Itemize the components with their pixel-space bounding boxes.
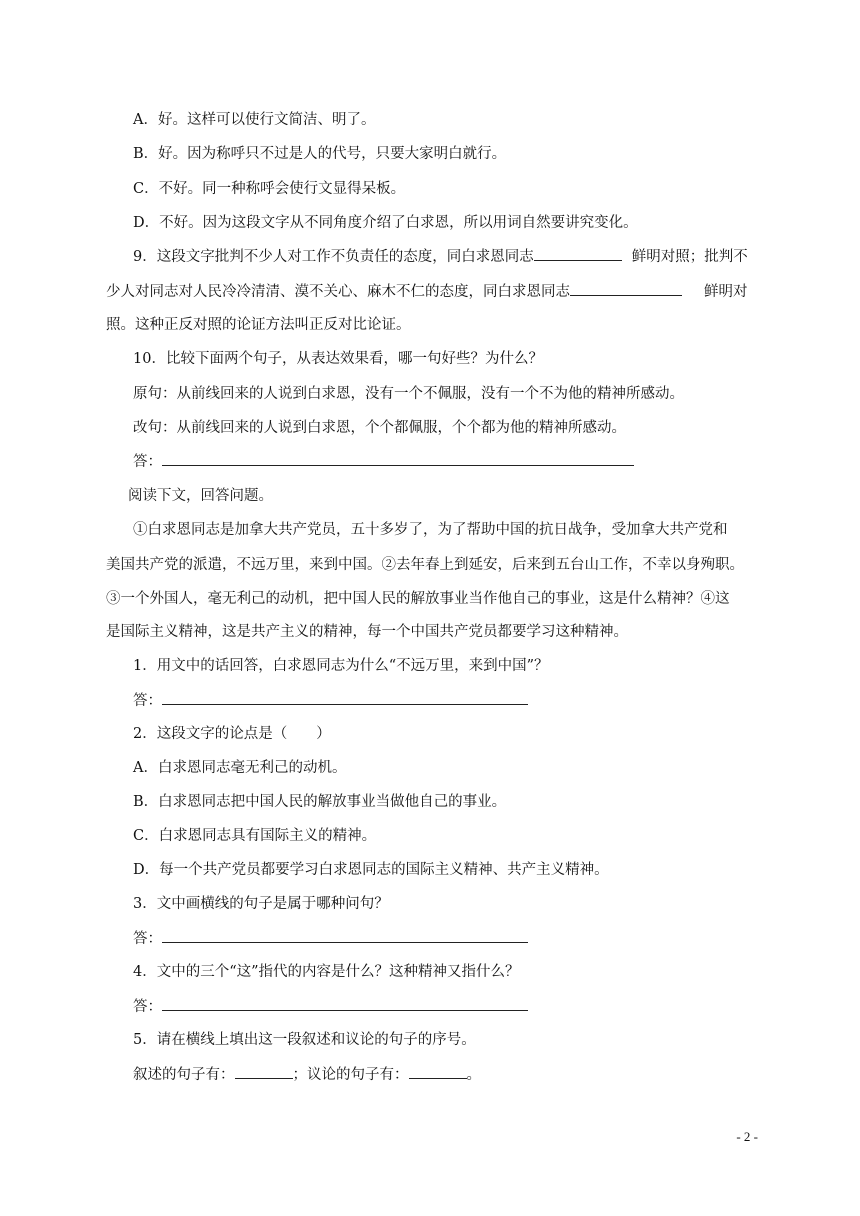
answer-blank[interactable]	[534, 246, 622, 261]
question-10-stem: 10．比较下面两个句子，从表达效果看，哪一句好些？为什么？	[133, 351, 543, 367]
answer-line[interactable]	[162, 996, 528, 1011]
question-9-text-2: 鲜明对照；批判不	[631, 249, 748, 265]
option-d: D．不好。因为这段文字从不同角度介绍了白求恩，所以用词自然要讲究变化。	[133, 215, 638, 231]
reading-q2-option-a: A．白求恩同志毫无利己的动机。	[133, 760, 347, 776]
reading-intro: 阅读下文，回答问题。	[128, 488, 273, 504]
reading-answer-4	[133, 996, 528, 1017]
question-9-text-1: 9．这段文字批判不少人对工作不负责任的态度，同白求恩同志	[133, 249, 534, 265]
end-period: 。	[466, 1067, 481, 1083]
answer-line[interactable]	[162, 928, 528, 943]
narrative-blank[interactable]	[235, 1064, 293, 1079]
page-number: - 2 -	[736, 1129, 758, 1144]
reading-question-5: 5．请在横线上填出这一段叙述和议论的句子的序号。	[133, 1032, 476, 1048]
passage-line-4: 是国际主义精神，这是共产主义的精神，每一个中国共产党员都要学习这种精神。	[106, 624, 628, 640]
question-10-answer	[133, 451, 634, 472]
option-c: C．不好。同一种称呼会使行文显得呆板。	[133, 181, 406, 197]
reading-question-2: 2．这段文字的论点是（ ）	[133, 726, 331, 742]
reading-answer-1	[133, 690, 528, 711]
question-9-line2	[106, 281, 748, 302]
question-10-original: 原句：从前线回来的人说到白求恩，没有一个不佩服，没有一个不为他的精神所感动。	[133, 386, 684, 402]
argument-label: ；议论的句子有：	[292, 1067, 409, 1083]
question-9-text-3: 少人对同志对人民冷冷清清、漠不关心、麻木不仁的态度，同白求恩同志	[106, 284, 570, 300]
answer-line[interactable]	[162, 451, 634, 466]
option-a: A．好。这样可以使行文简洁、明了。	[133, 112, 376, 128]
reading-q2-option-d: D．每一个共产党员都要学习白求恩同志的国际主义精神、共产主义精神。	[133, 862, 609, 878]
answer-label: 答：	[133, 454, 162, 470]
answer-label: 答：	[133, 931, 162, 947]
question-9-line1	[133, 246, 748, 267]
reading-question-4: 4．文中的三个“这”指代的内容是什么？这种精神又指什么？	[133, 964, 520, 980]
answer-blank[interactable]	[570, 281, 682, 296]
reading-question-1: 1．用文中的话回答，白求恩同志为什么“不远万里，来到中国”？	[133, 658, 549, 674]
reading-q2-option-b: B．白求恩同志把中国人民的解放事业当做他自己的事业。	[133, 794, 507, 810]
option-b: B．好。因为称呼只不过是人的代号，只要大家明白就行。	[133, 146, 507, 162]
reading-answer-3	[133, 928, 528, 949]
argument-blank[interactable]	[409, 1064, 467, 1079]
answer-label: 答：	[133, 999, 162, 1015]
passage-line-2: 美国共产党的派遣，不远万里，来到中国。②去年春上到延安，后来到五台山工作，不幸以身殉职。	[106, 557, 744, 573]
passage-line-3: ③一个外国人，毫无利己的动机，把中国人民的解放事业当作他自己的事业，这是什么精神？④这	[106, 591, 730, 607]
reading-question-3: 3．文中画横线的句子是属于哪种问句？	[133, 896, 389, 912]
answer-label: 答：	[133, 693, 162, 709]
question-9-line3: 照。这种正反对照的论证方法叫正反对比论证。	[106, 317, 411, 333]
reading-answer-5	[133, 1064, 481, 1085]
question-9-text-4: 鲜明对	[704, 284, 748, 300]
narrative-label: 叙述的句子有：	[133, 1067, 235, 1083]
passage-line-1: ①白求恩同志是加拿大共产党员，五十多岁了，为了帮助中国的抗日战争，受加拿大共产党和	[133, 522, 728, 538]
question-10-revised: 改句：从前线回来的人说到白求恩，个个都佩服，个个都为他的精神所感动。	[133, 420, 626, 436]
reading-q2-option-c: C．白求恩同志具有国际主义的精神。	[133, 828, 377, 844]
answer-line[interactable]	[162, 690, 528, 705]
